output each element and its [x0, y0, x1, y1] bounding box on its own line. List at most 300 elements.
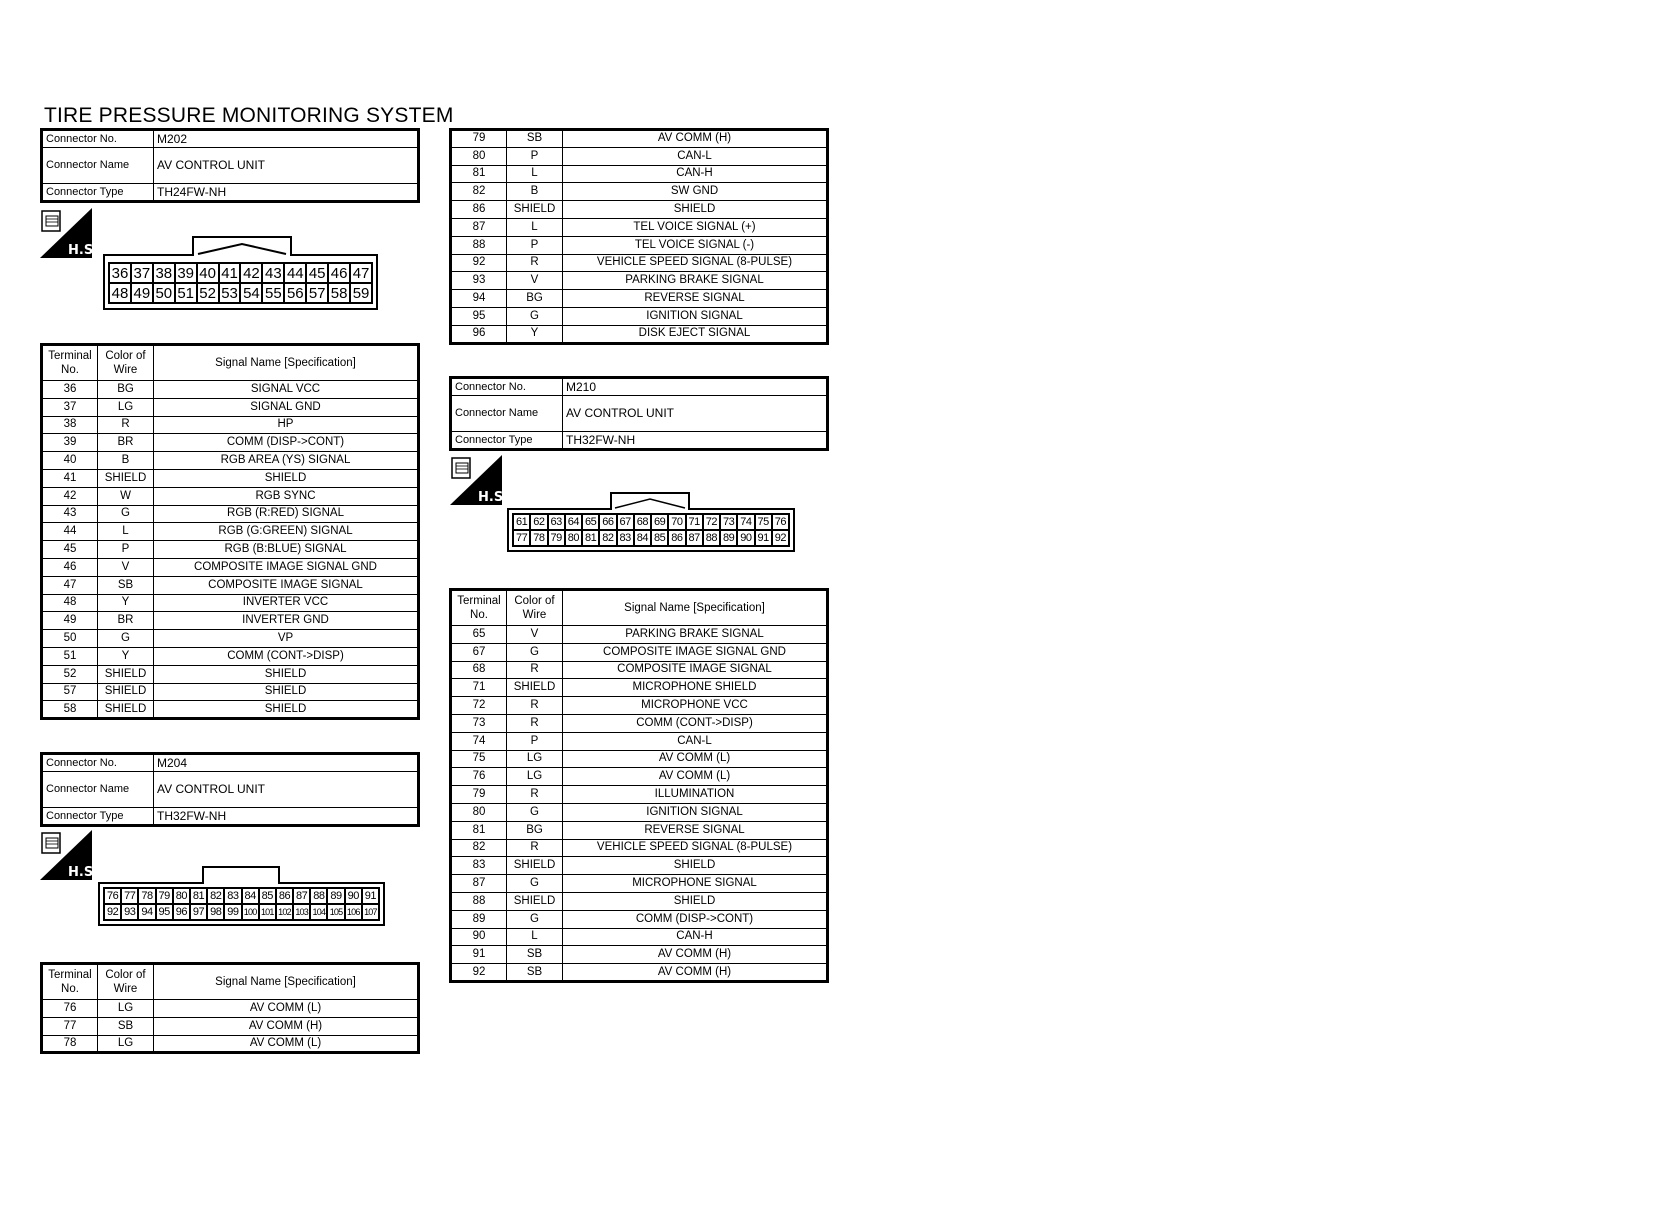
connector-pin: 45	[306, 263, 328, 283]
table-row	[451, 218, 828, 236]
connector-pin: 87	[293, 888, 310, 904]
terminal-no: 39	[42, 434, 98, 452]
page-title: TIRE PRESSURE MONITORING SYSTEM	[44, 104, 454, 127]
signal-name: AV COMM (H)	[154, 1017, 419, 1035]
wire-color: R	[507, 839, 563, 857]
connector-pin: 92	[772, 530, 789, 546]
terminal-no: 87	[451, 875, 507, 893]
pin-grid-m210	[512, 513, 790, 547]
signal-name: SHIELD	[563, 201, 828, 219]
signal-name: COMPOSITE IMAGE SIGNAL	[154, 576, 419, 594]
terminal-no: 79	[451, 786, 507, 804]
wire-color: B	[507, 183, 563, 201]
connector-pin: 89	[327, 888, 344, 904]
connector-name-value: AV CONTROL UNIT	[154, 148, 419, 184]
wire-color: LG	[98, 1035, 154, 1053]
signal-name: PARKING BRAKE SIGNAL	[563, 626, 828, 644]
connector-pin: 91	[362, 888, 379, 904]
terminal-no: 86	[451, 201, 507, 219]
table-row	[451, 928, 828, 946]
connector-pin: 76	[104, 888, 121, 904]
hs-icon	[40, 208, 99, 258]
table-row	[451, 892, 828, 910]
signal-name: SHIELD	[563, 892, 828, 910]
wire-color: R	[98, 416, 154, 434]
connector-pin: 83	[617, 530, 634, 546]
connector-pin: 61	[513, 514, 530, 530]
wire-color: SHIELD	[507, 892, 563, 910]
table-row	[42, 1017, 419, 1035]
table-row	[42, 381, 419, 399]
connector-pin: 55	[262, 283, 284, 303]
table-row	[42, 505, 419, 523]
table-row	[42, 398, 419, 416]
signal-name: CAN-H	[563, 928, 828, 946]
hs-icon	[40, 830, 99, 880]
terminal-no: 82	[451, 839, 507, 857]
wire-color: Y	[98, 594, 154, 612]
connector-pin: 102	[276, 904, 293, 920]
wire-color: SB	[507, 946, 563, 964]
connector-pin: 103	[293, 904, 310, 920]
connector-pin: 104	[310, 904, 327, 920]
table-row	[451, 643, 828, 661]
terminal-no: 44	[42, 523, 98, 541]
wire-color: LG	[98, 398, 154, 416]
hs-label: H.S.	[68, 865, 99, 880]
connector-pin: 68	[634, 514, 651, 530]
connector-pin: 49	[131, 283, 153, 303]
connector-info-m210	[449, 376, 829, 451]
terminal-no: 93	[451, 272, 507, 290]
connector-pin: 99	[224, 904, 241, 920]
terminal-no: 47	[42, 576, 98, 594]
table-row	[42, 1000, 419, 1018]
connector-no-label: Connector No.	[451, 378, 563, 396]
connector-pin: 92	[104, 904, 121, 920]
table-row	[451, 254, 828, 272]
connector-pin: 62	[530, 514, 547, 530]
terminal-no: 38	[42, 416, 98, 434]
connector-pin: 83	[224, 888, 241, 904]
connector-pin: 75	[755, 514, 772, 530]
signal-name: AV COMM (L)	[563, 750, 828, 768]
connector-pin: 46	[328, 263, 350, 283]
signal-name: AV COMM (L)	[563, 768, 828, 786]
connector-pin: 51	[175, 283, 197, 303]
signal-table-m204	[40, 962, 420, 1054]
terminal-no: 80	[451, 803, 507, 821]
connector-info-m204	[40, 752, 420, 827]
wire-color: SB	[98, 1017, 154, 1035]
table-row	[42, 469, 419, 487]
table-row	[451, 661, 828, 679]
wire-color: G	[507, 803, 563, 821]
hdr-signal: Signal Name [Specification]	[563, 590, 828, 626]
signal-name: SW GND	[563, 183, 828, 201]
table-row	[42, 434, 419, 452]
table-row	[42, 683, 419, 701]
table-row	[42, 701, 419, 719]
connector-pin: 87	[686, 530, 703, 546]
terminal-no: 50	[42, 630, 98, 648]
connector-pin: 95	[156, 904, 173, 920]
wire-color: BG	[98, 381, 154, 399]
terminal-no: 58	[42, 701, 98, 719]
connector-pin: 81	[190, 888, 207, 904]
connector-pin: 101	[259, 904, 276, 920]
signal-name: SHIELD	[154, 701, 419, 719]
connector-latch	[202, 866, 280, 884]
signal-name: RGB (R:RED) SIGNAL	[154, 505, 419, 523]
terminal-no: 37	[42, 398, 98, 416]
signal-name: COMPOSITE IMAGE SIGNAL	[563, 661, 828, 679]
signal-name: COMM (DISP->CONT)	[563, 910, 828, 928]
connector-pin: 57	[306, 283, 328, 303]
wire-color: P	[507, 236, 563, 254]
connector-name-label: Connector Name	[451, 396, 563, 432]
signal-name: AV COMM (L)	[154, 1035, 419, 1053]
connector-pin: 79	[548, 530, 565, 546]
terminal-no: 92	[451, 964, 507, 982]
hdr-color: Color of Wire	[98, 345, 154, 381]
connector-pin: 38	[153, 263, 175, 283]
connector-pin: 84	[242, 888, 259, 904]
table-row	[42, 558, 419, 576]
terminal-no: 52	[42, 665, 98, 683]
wire-color: V	[98, 558, 154, 576]
signal-name: TEL VOICE SIGNAL (-)	[563, 236, 828, 254]
table-row	[451, 236, 828, 254]
signal-name: AV COMM (H)	[563, 964, 828, 982]
hs-icon	[450, 455, 509, 505]
terminal-no: 40	[42, 452, 98, 470]
connector-type-value: TH32FW-NH	[563, 432, 828, 450]
table-row	[42, 1035, 419, 1053]
signal-name: RGB SYNC	[154, 487, 419, 505]
connector-pin: 59	[350, 283, 372, 303]
wire-color: P	[507, 732, 563, 750]
terminal-no: 79	[451, 130, 507, 148]
connector-no-label: Connector No.	[42, 754, 154, 772]
signal-name: VP	[154, 630, 419, 648]
connector-name-value: AV CONTROL UNIT	[154, 772, 419, 808]
signal-table-m202	[40, 343, 420, 720]
connector-pin: 78	[138, 888, 155, 904]
table-row	[451, 272, 828, 290]
table-row	[451, 768, 828, 786]
wire-color: SHIELD	[507, 201, 563, 219]
signal-name: RGB (G:GREEN) SIGNAL	[154, 523, 419, 541]
connector-pin: 81	[582, 530, 599, 546]
wire-color: SB	[507, 130, 563, 148]
connector-pin: 79	[156, 888, 173, 904]
connector-type-label: Connector Type	[451, 432, 563, 450]
terminal-no: 91	[451, 946, 507, 964]
signal-name: CAN-L	[563, 147, 828, 165]
connector-pin: 107	[362, 904, 379, 920]
wire-color: LG	[507, 768, 563, 786]
table-row	[42, 416, 419, 434]
connector-pin: 98	[207, 904, 224, 920]
table-row	[451, 714, 828, 732]
connector-latch	[610, 492, 690, 510]
wire-color: P	[98, 541, 154, 559]
wire-color: G	[507, 643, 563, 661]
terminal-no: 67	[451, 643, 507, 661]
signal-name: REVERSE SIGNAL	[563, 821, 828, 839]
table-row	[42, 594, 419, 612]
terminal-no: 36	[42, 381, 98, 399]
connector-pin: 73	[720, 514, 737, 530]
table-row	[42, 665, 419, 683]
connector-pin: 77	[121, 888, 138, 904]
wire-color: R	[507, 697, 563, 715]
wire-color: G	[507, 875, 563, 893]
table-row	[451, 821, 828, 839]
hs-label: H.S.	[478, 490, 509, 505]
connector-pin: 80	[565, 530, 582, 546]
connector-pin: 106	[345, 904, 362, 920]
table-row	[451, 697, 828, 715]
connector-pin: 78	[530, 530, 547, 546]
wire-color: G	[507, 307, 563, 325]
wire-color: V	[507, 272, 563, 290]
table-row	[451, 183, 828, 201]
connector-pin: 37	[131, 263, 153, 283]
terminal-no: 43	[42, 505, 98, 523]
terminal-no: 88	[451, 236, 507, 254]
hdr-color: Color of Wire	[507, 590, 563, 626]
connector-pin: 94	[138, 904, 155, 920]
wire-color: SB	[507, 964, 563, 982]
terminal-no: 87	[451, 218, 507, 236]
connector-pin: 86	[276, 888, 293, 904]
signal-name: ILLUMINATION	[563, 786, 828, 804]
signal-name: HP	[154, 416, 419, 434]
table-row	[451, 803, 828, 821]
wire-color: Y	[98, 647, 154, 665]
connector-pin: 54	[240, 283, 262, 303]
signal-name: CAN-H	[563, 165, 828, 183]
signal-name: INVERTER GND	[154, 612, 419, 630]
terminal-no: 57	[42, 683, 98, 701]
signal-name: DISK EJECT SIGNAL	[563, 325, 828, 343]
connector-no-label: Connector No.	[42, 130, 154, 148]
wire-color: L	[507, 928, 563, 946]
wire-color: R	[507, 786, 563, 804]
table-row	[451, 201, 828, 219]
connector-pin: 58	[328, 283, 350, 303]
connector-pin: 36	[109, 263, 131, 283]
wire-color: L	[98, 523, 154, 541]
terminal-no: 88	[451, 892, 507, 910]
connector-pin: 88	[310, 888, 327, 904]
terminal-no: 49	[42, 612, 98, 630]
connector-pin: 65	[582, 514, 599, 530]
connector-pin: 77	[513, 530, 530, 546]
connector-pin: 82	[207, 888, 224, 904]
connector-pin: 80	[173, 888, 190, 904]
wire-color: R	[507, 254, 563, 272]
terminal-no: 51	[42, 647, 98, 665]
signal-name: AV COMM (L)	[154, 1000, 419, 1018]
terminal-no: 71	[451, 679, 507, 697]
signal-table-m204-continued	[449, 128, 829, 345]
signal-name: MICROPHONE SHIELD	[563, 679, 828, 697]
signal-name: TEL VOICE SIGNAL (+)	[563, 218, 828, 236]
connector-pin: 88	[703, 530, 720, 546]
connector-pin: 72	[703, 514, 720, 530]
connector-pin: 74	[737, 514, 754, 530]
connector-name-value: AV CONTROL UNIT	[563, 396, 828, 432]
connector-pin: 50	[153, 283, 175, 303]
connector-info-m202	[40, 128, 420, 203]
connector-pin: 100	[242, 904, 259, 920]
connector-no-value: M202	[154, 130, 419, 148]
terminal-no: 68	[451, 661, 507, 679]
signal-name: SIGNAL GND	[154, 398, 419, 416]
wire-color: SHIELD	[98, 469, 154, 487]
terminal-no: 46	[42, 558, 98, 576]
connector-pin: 71	[686, 514, 703, 530]
wire-color: Y	[507, 325, 563, 343]
signal-name: AV COMM (H)	[563, 130, 828, 148]
connector-pin: 40	[197, 263, 219, 283]
table-row	[451, 786, 828, 804]
connector-pin: 89	[720, 530, 737, 546]
signal-name: COMPOSITE IMAGE SIGNAL GND	[563, 643, 828, 661]
wire-color: L	[507, 165, 563, 183]
connector-pin: 90	[737, 530, 754, 546]
table-row	[42, 487, 419, 505]
signal-name: COMM (CONT->DISP)	[154, 647, 419, 665]
connector-pin: 85	[651, 530, 668, 546]
hdr-signal: Signal Name [Specification]	[154, 345, 419, 381]
connector-pin: 82	[599, 530, 616, 546]
hdr-color: Color of Wire	[98, 964, 154, 1000]
signal-name: COMM (CONT->DISP)	[563, 714, 828, 732]
terminal-no: 89	[451, 910, 507, 928]
wire-color: P	[507, 147, 563, 165]
table-row	[451, 910, 828, 928]
signal-name: SHIELD	[563, 857, 828, 875]
terminal-no: 94	[451, 290, 507, 308]
connector-pin: 90	[345, 888, 362, 904]
table-row	[451, 147, 828, 165]
wire-color: G	[98, 630, 154, 648]
terminal-no: 75	[451, 750, 507, 768]
signal-name: VEHICLE SPEED SIGNAL (8-PULSE)	[563, 839, 828, 857]
wire-color: SB	[98, 576, 154, 594]
table-row	[42, 452, 419, 470]
connector-pin: 70	[668, 514, 685, 530]
wire-color: BR	[98, 612, 154, 630]
wire-color: BG	[507, 821, 563, 839]
terminal-no: 42	[42, 487, 98, 505]
wire-color: BG	[507, 290, 563, 308]
signal-name: VEHICLE SPEED SIGNAL (8-PULSE)	[563, 254, 828, 272]
signal-name: RGB (B:BLUE) SIGNAL	[154, 541, 419, 559]
terminal-no: 77	[42, 1017, 98, 1035]
wire-color: W	[98, 487, 154, 505]
table-row	[42, 523, 419, 541]
hdr-terminal: Terminal No.	[42, 345, 98, 381]
wire-color: BR	[98, 434, 154, 452]
signal-name: AV COMM (H)	[563, 946, 828, 964]
table-row	[451, 325, 828, 343]
connector-pin: 56	[284, 283, 306, 303]
wire-color: L	[507, 218, 563, 236]
connector-pin: 69	[651, 514, 668, 530]
connector-pin: 96	[173, 904, 190, 920]
terminal-no: 65	[451, 626, 507, 644]
terminal-no: 82	[451, 183, 507, 201]
pin-grid-m204	[103, 887, 380, 921]
wire-color: SHIELD	[98, 683, 154, 701]
hdr-signal: Signal Name [Specification]	[154, 964, 419, 1000]
table-row	[451, 165, 828, 183]
terminal-no: 81	[451, 821, 507, 839]
terminal-no: 80	[451, 147, 507, 165]
signal-name: SHIELD	[154, 665, 419, 683]
wire-color: R	[507, 661, 563, 679]
connector-type-value: TH24FW-NH	[154, 184, 419, 202]
connector-pin: 39	[175, 263, 197, 283]
terminal-no: 41	[42, 469, 98, 487]
table-row	[451, 732, 828, 750]
signal-name: REVERSE SIGNAL	[563, 290, 828, 308]
table-row	[451, 875, 828, 893]
wire-color: G	[98, 505, 154, 523]
connector-pin: 42	[240, 263, 262, 283]
terminal-no: 83	[451, 857, 507, 875]
wire-color: SHIELD	[507, 857, 563, 875]
connector-pin: 67	[617, 514, 634, 530]
connector-type-value: TH32FW-NH	[154, 808, 419, 826]
connector-pin: 52	[197, 283, 219, 303]
signal-name: PARKING BRAKE SIGNAL	[563, 272, 828, 290]
connector-type-label: Connector Type	[42, 808, 154, 826]
signal-name: MICROPHONE SIGNAL	[563, 875, 828, 893]
wire-color: G	[507, 910, 563, 928]
connector-no-value: M204	[154, 754, 419, 772]
connector-no-value: M210	[563, 378, 828, 396]
hdr-terminal: Terminal No.	[42, 964, 98, 1000]
terminal-no: 92	[451, 254, 507, 272]
wire-color: LG	[98, 1000, 154, 1018]
connector-pin: 93	[121, 904, 138, 920]
signal-name: SHIELD	[154, 469, 419, 487]
wire-color: SHIELD	[98, 701, 154, 719]
terminal-no: 72	[451, 697, 507, 715]
terminal-no: 81	[451, 165, 507, 183]
signal-name: INVERTER VCC	[154, 594, 419, 612]
table-row	[451, 750, 828, 768]
connector-pin: 85	[259, 888, 276, 904]
connector-pin: 44	[284, 263, 306, 283]
table-row	[42, 541, 419, 559]
wire-color: V	[507, 626, 563, 644]
table-row	[451, 946, 828, 964]
connector-pin: 43	[262, 263, 284, 283]
terminal-no: 78	[42, 1035, 98, 1053]
terminal-no: 90	[451, 928, 507, 946]
table-row	[451, 307, 828, 325]
hs-label: H.S.	[68, 243, 99, 258]
table-row	[451, 857, 828, 875]
terminal-no: 73	[451, 714, 507, 732]
